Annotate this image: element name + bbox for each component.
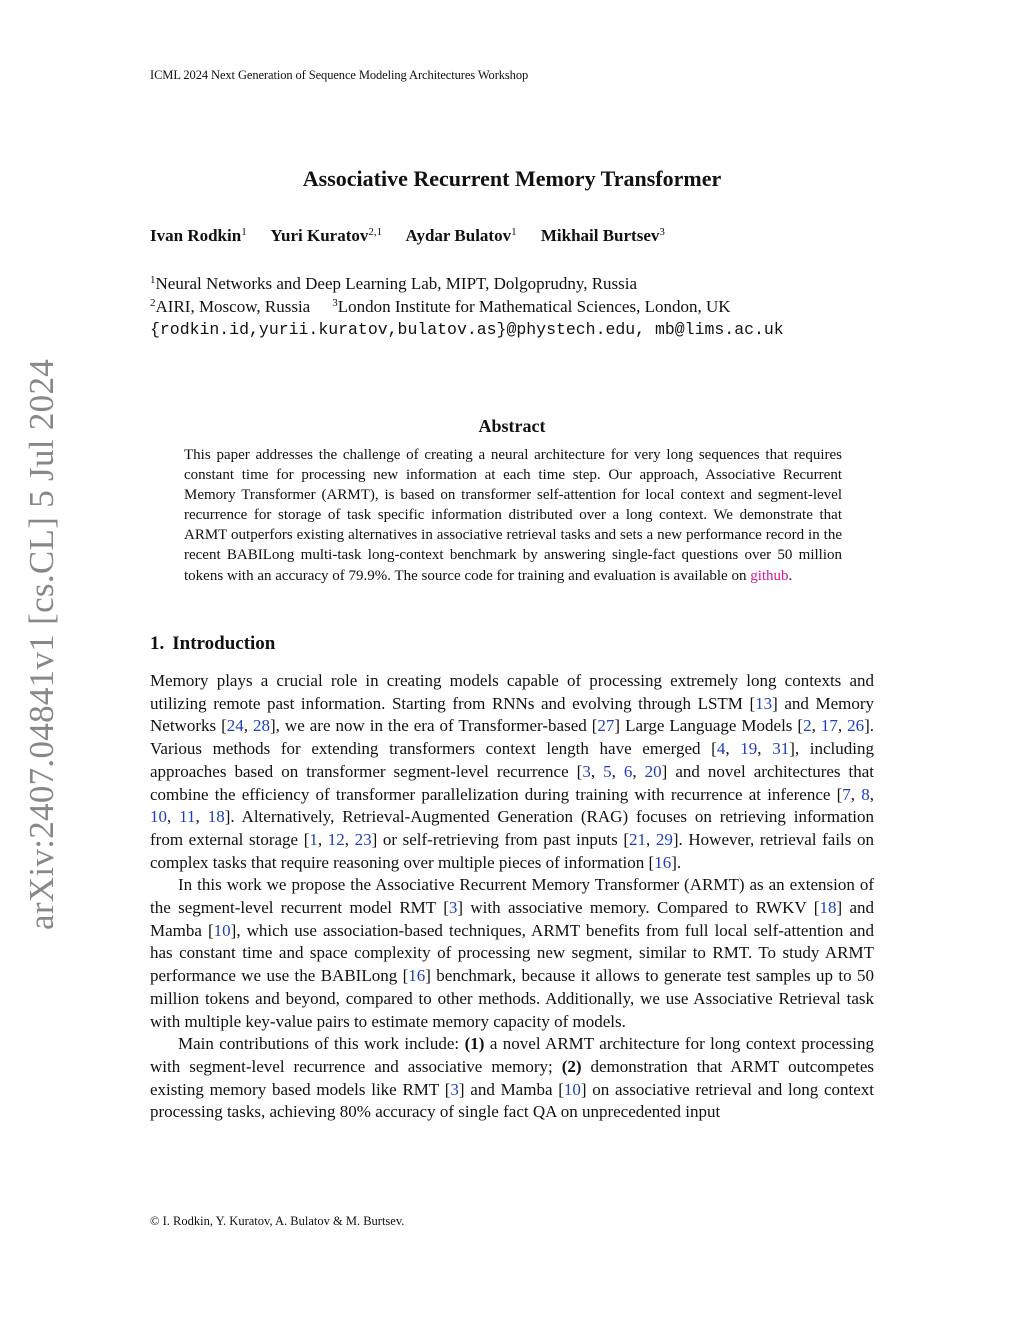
citation-link[interactable]: 16 xyxy=(408,966,426,986)
citation-link[interactable]: 7 xyxy=(842,784,851,804)
citation-link[interactable]: 17 xyxy=(820,716,838,736)
abstract-heading: Abstract xyxy=(478,416,546,436)
author-list xyxy=(150,226,685,246)
citation-link[interactable]: 6 xyxy=(623,761,633,781)
section-heading: 1. Introduction xyxy=(150,633,276,654)
citation-link[interactable]: 3 xyxy=(582,761,591,781)
author-emails: {rodkin.id,yurii.kuratov,bulatov.as}@phystech.edu, mb@lims.ac.uk xyxy=(150,320,784,339)
citation-link[interactable]: 11 xyxy=(179,807,196,827)
abstract-text: This paper addresses the challenge of creating a neural architecture for very long sequences that requires constant time for processing new information at each time step. Our approach, Associative Recurrent Memory Transformer (ARMT), is based on transformer self-attention for local context and segment-level recurrence for storage of task specific information distributed over a long context. We demonstrate that ARMT outperfors existing alternatives in associative retrieval tasks and sets a new performance record in the recent BABILong multi-task long-context benchmark by answering single-fact questions over 50 million tokens with an accuracy of 79.9%. The source code for training and evaluation is available on github. xyxy=(184,447,842,584)
paragraph: Main contributions of this work include: (1) a novel ARMT architecture for long context processing with segment-level recurrence and associative memory; (2) demonstration that ARMT outcompetes existing memory based models like RMT [3] and Mamba [10] on associative retrieval and long context processing tasks, achieving 80% accuracy of single fact QA on unprecedented input xyxy=(150,1034,874,1122)
citation-link[interactable]: 10 xyxy=(150,807,167,827)
citation-link[interactable]: 10 xyxy=(563,1079,581,1099)
paragraph: In this work we propose the Associative Recurrent Memory Transformer (ARMT) as an extension of the segment-level recurrent model RMT [3] with associative memory. Compared to RWKV [18] and Mamba [10], which use association-based techniques, ARMT benefits from full local self-attention and has constant time and space complexity of processing new segment, similar to RMT. To study ARMT performance we use the BABILong [16] benchmark, because it allows to generate test samples up to 50 million tokens and beyond, compared to other methods. Additionally, we use Associative Retrieval task with multiple key-value pairs to estimate memory capacity of models. xyxy=(150,875,874,1031)
citation-link[interactable]: 16 xyxy=(654,852,672,872)
citation-link[interactable]: 12 xyxy=(327,829,345,849)
citation-link[interactable]: 19 xyxy=(740,739,758,759)
github-link[interactable]: github xyxy=(750,567,789,584)
citation-link[interactable]: 8 xyxy=(861,784,870,804)
citation-link[interactable]: 4 xyxy=(716,739,726,759)
citation-link[interactable]: 29 xyxy=(655,829,673,849)
affiliations xyxy=(150,272,784,341)
author: Aydar Bulatov$^1$ xyxy=(405,226,517,245)
citation-link[interactable]: 5 xyxy=(603,761,612,781)
citation-link[interactable]: 23 xyxy=(354,829,372,849)
citation-link[interactable]: 27 xyxy=(597,716,615,736)
paragraph: Memory plays a crucial role in creating models capable of processing extremely long contexts and utilizing remote past information. Starting from RNNs and evolving through LSTM [13] and Memory Networks [24, 28], we are now in the era of Transformer-based [27] Large Language Models [2, 17, 26]. Various methods for extending transformers context length have emerged [4, 19, 31], including approaches based on transformer segment-level recurrence [3, 5, 6, 20] and novel architectures that combine the efficiency of transformer parallelization during training with recurrence at inference [7, 8, 10, 11, 18]. Alternatively, Retrieval-Augmented Generation (RAG) focuses on retrieving information from external storage [1, 12, 23] or self-retrieving from past inputs [21, 29]. However, retrieval fails on complex tasks that require reasoning over multiple pieces of information [16]. xyxy=(150,671,875,872)
citation-link[interactable]: 10 xyxy=(213,920,231,940)
paper-title: Associative Recurrent Memory Transformer xyxy=(302,166,722,191)
citation-link[interactable]: 2 xyxy=(803,716,812,736)
arxiv-identifier: arXiv:2407.04841v1 [cs.CL] 5 Jul 2024 xyxy=(22,358,61,930)
citation-link[interactable]: 18 xyxy=(207,807,225,827)
citation-link[interactable]: 1 xyxy=(309,829,318,849)
affiliation-2-3: $^2$AIRI, Moscow, Russia $^3$London Institute for Mathematical Sciences, London, UK xyxy=(150,297,731,316)
citation-link[interactable]: 20 xyxy=(644,761,662,781)
citation-link[interactable]: 24 xyxy=(226,716,244,736)
copyright-footer: © I. Rodkin, Y. Kuratov, A. Bulatov & M. Burtsev. xyxy=(150,1214,405,1228)
affiliation-1: $^1$Neural Networks and Deep Learning Lab, MIPT, Dolgoprudny, Russia xyxy=(150,274,638,293)
venue-header: ICML 2024 Next Generation of Sequence Modeling Architectures Workshop xyxy=(150,68,529,82)
author: Mikhail Burtsev$^3$ xyxy=(540,226,665,245)
introduction-body xyxy=(150,670,874,1124)
citation-link[interactable]: 13 xyxy=(755,693,773,713)
citation-link[interactable]: 21 xyxy=(629,829,647,849)
citation-link[interactable]: 3 xyxy=(448,898,458,918)
citation-link[interactable]: 3 xyxy=(450,1079,459,1099)
author: Ivan Rodkin$^1$ xyxy=(150,226,247,245)
author: Yuri Kuratov$^{2,1}$ xyxy=(270,226,383,245)
citation-link[interactable]: 18 xyxy=(819,898,837,918)
citation-link[interactable]: 28 xyxy=(253,716,271,736)
citation-link[interactable]: 31 xyxy=(772,739,790,759)
citation-link[interactable]: 26 xyxy=(847,716,865,736)
